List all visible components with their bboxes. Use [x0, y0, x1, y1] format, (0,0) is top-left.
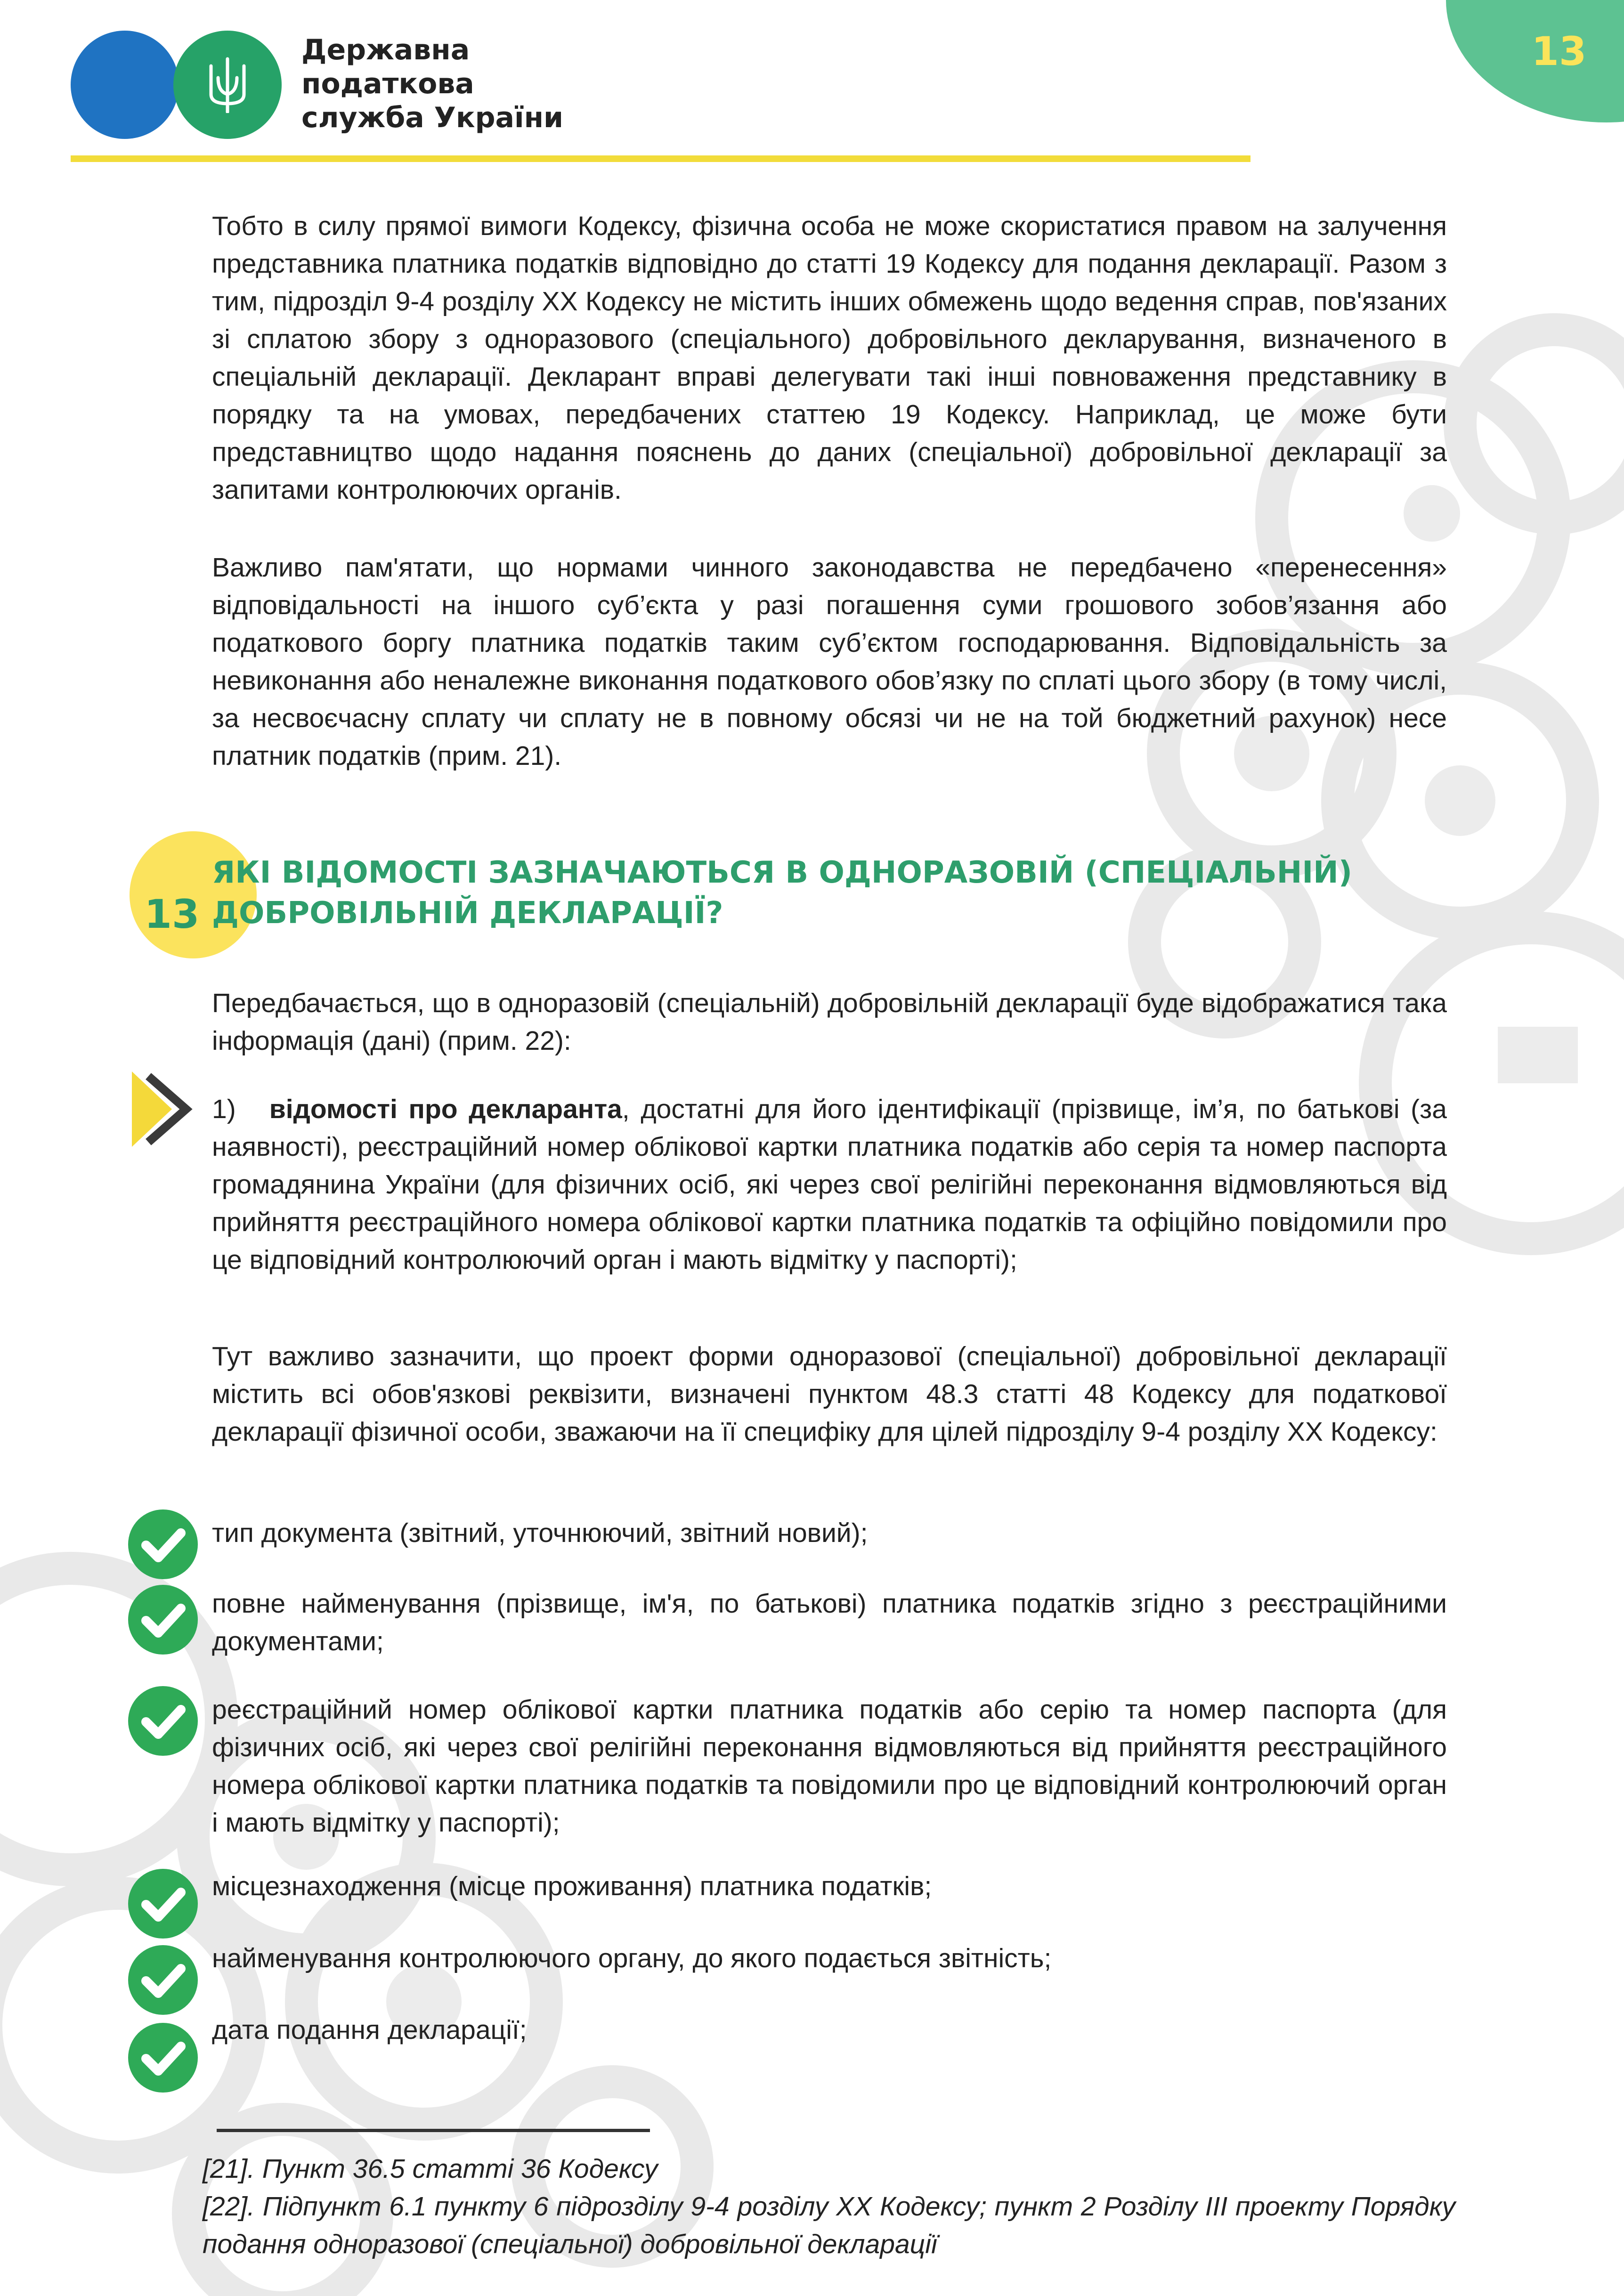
org-name-line: податкова: [301, 67, 474, 100]
footnote: [21]. Пункт 36.5 статті 36 Кодексу: [203, 2154, 658, 2184]
checkmark-icon: [128, 1869, 198, 1939]
intro-paragraph: Передбачається, що в одноразовій (спеціальній) добровільній декларації буде відображатися така інформація (дані) (прим. 22):: [212, 988, 1447, 1056]
item-bold-term: відомості про декларанта: [269, 1094, 622, 1124]
org-name-line: Державна: [301, 33, 470, 66]
question-number: 13: [144, 891, 200, 937]
question-title-line: ДОБРОВІЛЬНІЙ ДЕКЛАРАЦІЇ?: [212, 896, 723, 931]
question-title-line: ЯКІ ВІДОМОСТІ ЗАЗНАЧАЮТЬСЯ В ОДНОРАЗОВІЙ (СПЕЦІАЛЬНІЙ): [212, 855, 1352, 890]
checkmark-icon: [128, 1945, 198, 2015]
paragraph-representative: Тобто в силу прямої вимоги Кодексу, фізична особа не може скористатися правом на залучення представника платника податків відповідно до статті 19 Кодексу для подання декларації. Разом з тим, підрозділ 9-4 розділу XX Кодексу не містить інших обмежень щодо ведення справ, пов'язаних зі сплатою збору з одноразового (спеціального) добровільного декларування, визначеного в спеціальній декларації. Декларант вправі делегувати такі інші повноваження представнику в порядку та на умовах, передбачених статтею 19 Кодексу. Наприклад, це може бути представництво щодо надання пояснень до даних (спеціальної) добровільної декларації за запитами контролюючих органів.: [212, 211, 1447, 505]
paragraph-responsibility: Важливо пам'ятати, що нормами чинного законодавства не передбачено «перенесення» відповідальності на іншого суб’єкта у разі погашення суми грошового зобов’язання або податкового боргу платника податків таким суб’єктом господарювання. Відповідальність за невиконання або неналежне виконання податкового обов’язку по сплаті цього збору (в тому числі, за несвоєчасну сплату чи сплату не в повному обсязі чи не на той бюджетний рахунок) несе платник податків (прим. 21).: [212, 552, 1447, 771]
checkmark-icon: [128, 2023, 198, 2093]
header-divider: [71, 155, 1250, 162]
question-title: [212, 852, 1389, 933]
org-name-line: служба України: [301, 101, 564, 134]
checkmark-icon: [128, 1509, 198, 1579]
item-number: 1): [212, 1094, 236, 1124]
item-text: , достатні для його ідентифікації (прізвище, ім’я, по батькові (за наявності), реєстраційний номер облікової картки платника податків або серія та номер паспорта громадянина України (для фізичних осіб, які через свої релігійні переконання відмовляються від прийняття реєстраційного номера облікової картки платника податків та офіційно повідомили про це відповідний контролюючий орган і мають відмітку у паспорті);: [212, 1094, 1447, 1275]
logo-blue-circle: [71, 31, 179, 139]
checklist-item: тип документа (звітний, уточнюючий, звітний новий);: [212, 1518, 868, 1548]
note-paragraph: Тут важливо зазначити, що проект форми одноразової (спеціальної) добровільної декларації містить всі обов'язкові реквізити, визначені пунктом 48.3 статті 48 Кодексу для податкової декларації фізичної особи, зважаючи на її специфіку для цілей підрозділу 9-4 розділу XX Кодексу:: [212, 1341, 1447, 1447]
checklist-item: найменування контролюючого органу, до якого подається звітність;: [212, 1943, 1052, 1973]
checklist-item: місцезнаходження (місце проживання) платника податків;: [212, 1871, 932, 1901]
arrow-bullet-icon: [132, 1071, 193, 1147]
item-declarant-info: [212, 1090, 1447, 1279]
checklist-item: дата подання декларації;: [212, 2015, 527, 2045]
footnote: [22]. Підпункт 6.1 пункту 6 підрозділу 9-4 розділу XX Кодексу; пункт 2 Розділу ІІІ проекту Порядку подання одноразової (спеціальної) добровільної декларації: [203, 2191, 1455, 2259]
footnote-separator: [217, 2129, 650, 2132]
page-number: 13: [1531, 28, 1587, 74]
trident-emblem-icon: [206, 57, 249, 113]
organization-name: [301, 33, 631, 135]
checkmark-icon: [128, 1686, 198, 1756]
checklist-item: реєстраційний номер облікової картки платника податків або серію та номер паспорта (для фізичних осіб, які через свої релігійні переконання відмовляються від прийняття реєстраційного номера облікової картки платника податків та повідомили про це відповідний контролюючий орган і мають відмітку у паспорті);: [212, 1695, 1447, 1838]
checklist-item: повне найменування (прізвище, ім'я, по батькові) платника податків згідно з реєстраційними документами;: [212, 1589, 1447, 1656]
checkmark-icon: [128, 1585, 198, 1655]
